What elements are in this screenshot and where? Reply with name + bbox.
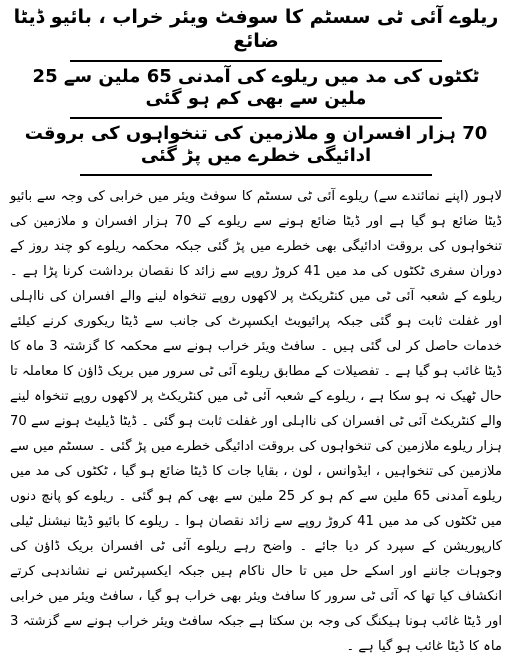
article-body: لاہور (اپنے نمائندے سے) ریلوے آئی ٹی سسٹم کا سوفٹ ویئر میں خرابی کی وجہ سے بائیو ڈیٹا ضائع ہو گیا ہے اور ڈیٹا ضائع ہونے سے ریلوے کے 70 ہزار افسران و ملازمین کی تنخواہوں کی بروقت ادائیگی بھی خطرے میں پڑ گئی جبکہ محکمہ ریلوے کو چند روز کے دوران سفری ٹکٹوں کی مد میں 41 کروڑ روپے سے زائد کا نقصان برداشت کرنا پڑا ہے ۔ ریلوے کے شعبہ آئی ٹی میں کنٹریکٹ پر لاکھوں روپے تنخواہ لینے والے افسران کی نااہلی اور غفلت ثابت ہو گئی جبکہ پرائیویٹ ایکسپرٹ کی جانب سے ڈیٹا ریکوری کرنے کیلئے خدمات حاصل کر لی گئی ہیں ۔ سافٹ ویئر خراب ہونے سے محکمہ کا گزشتہ 3 ماہ کا ڈیٹا غائب ہو گیا ہے ۔ تفصیلات کے مطابق ریلوے آئی ٹی سرور میں بریک ڈاؤن کا معاملہ تا حال ٹھیک نہ ہو سکا ہے ، ریلوے کے شعبہ آئی ٹی میں کنٹریکٹ پر لاکھوں روپے تنخواہ لینے والے کنٹریکٹ آئی ٹی افسران کی نااہلی اور غفلت ثابت ہو گئی ۔ ڈیٹا ڈیلیٹ ہونے سے 70 ہزار ریلوے ملازمین کی تنخواہوں کی بروقت ادائیگی خطرے میں پڑ گئی ۔ سسٹم میں سے ملازمین کی تنخواہیں ، ایڈوانس ، لون ، بقایا جات کا ڈیٹا ضائع ہو گیا ، ٹکٹوں کی مد میں ریلوے آمدنی 65 ملین سے کم ہو کر 25 ملین سے بھی کم ہو گئی ۔ ریلوے کو پانچ دنوں میں ٹکٹوں کی مد میں 41 کروڑ روپے سے زائد نقصان ہوا ۔ ریلوے کا بائیو ڈیٹا نیشنل ٹیلی کارپوریشن کے سپرد کر دیا جائے ۔ واضح رہے ریلوے آئی ٹی افسران بریک ڈاؤن کی وجوہات جاننے اور اسکے حل میں تا حال ناکام ہیں جبکہ ایکسپرٹس نے نشاندہی کرتے انکشاف کیا تھا کہ آئی ٹی سرور کا سافٹ ویئر بھی خراب ہو گیا ، سافٹ ویئر میں خرابی اور ڈیٹا غائب ہونا ہیکنگ کی وجہ بن سکتا ہے جبکہ سافٹ ویئر خراب ہونے سے گزشتہ 3 ماہ کا ڈیٹا غائب ہو گیا ہے ۔ <box>10 188 503 654</box>
headline-divider <box>70 60 442 62</box>
headline-divider <box>80 174 432 176</box>
headline-sub-1: ٹکٹوں کی مد میں ریلوے کی آمدنی 65 ملین سے 25 ملین سے بھی کم ہو گئی <box>32 65 480 109</box>
headline-sub-2: 70 ہزار افسران و ملازمین کی تنخواہوں کی بروقت ادائیگی خطرے میں پڑ گئی <box>24 122 488 166</box>
headline-divider <box>70 117 442 119</box>
headline-main: ریلوے آئی ٹی سسٹم کا سوفٹ ویئر خراب ، بائیو ڈیٹا ضائع <box>13 6 499 52</box>
